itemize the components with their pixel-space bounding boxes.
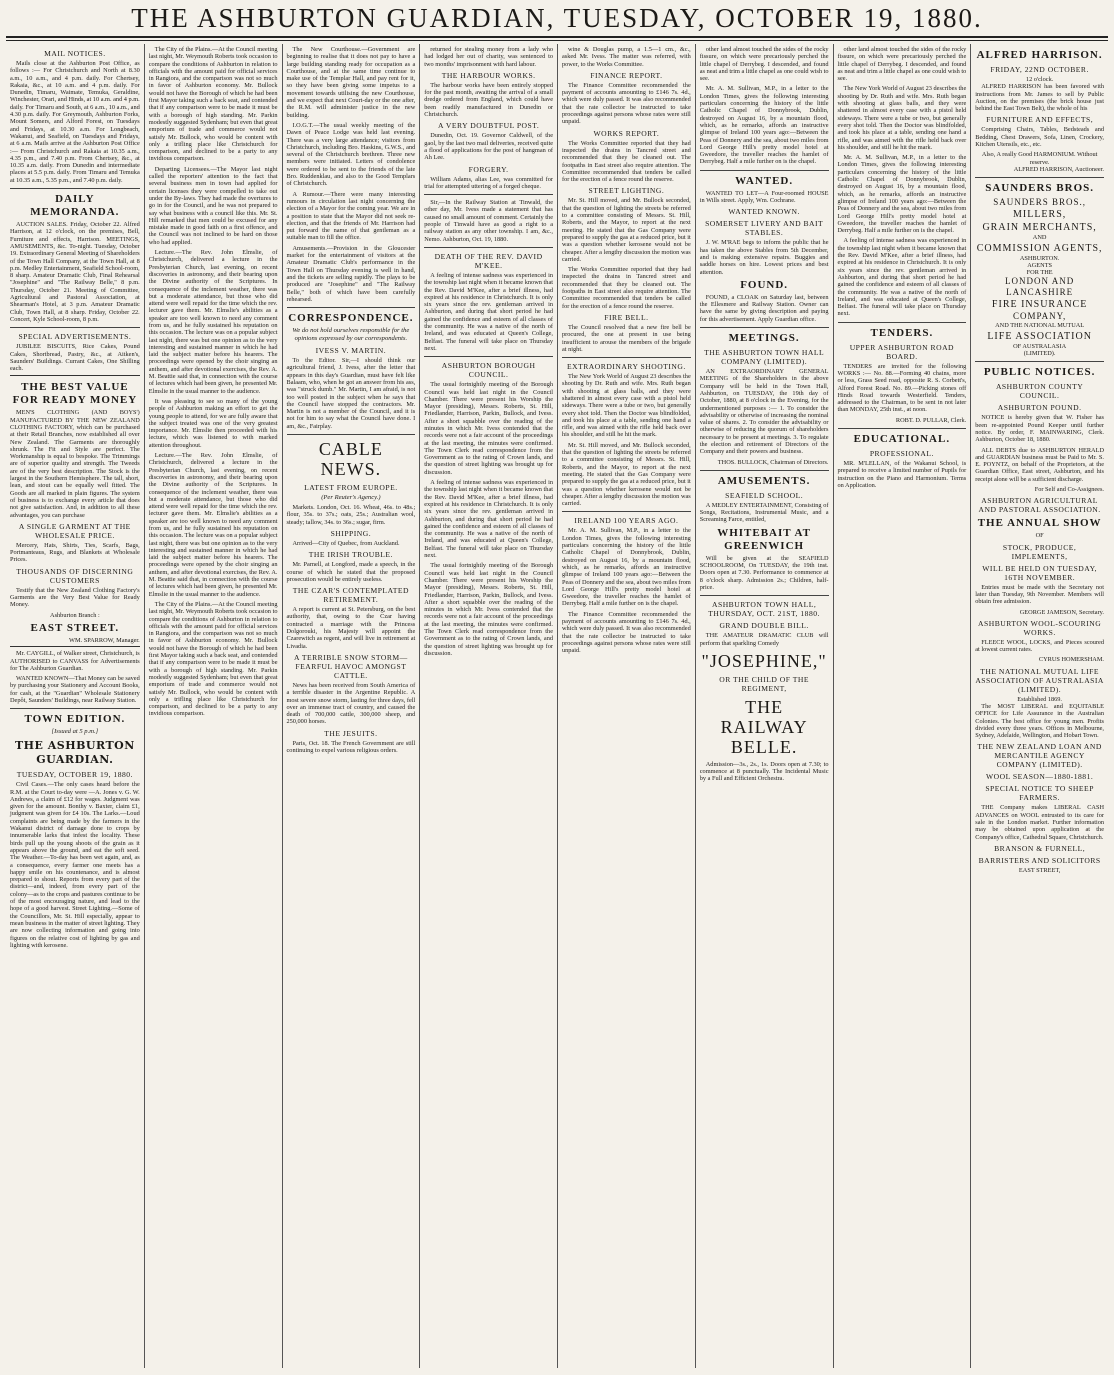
daily-memoranda-heading: DAILY MEMORANDA. (30, 193, 120, 219)
found-heading: FOUND. (740, 278, 789, 291)
column-1 (6, 44, 144, 1368)
letter-text: To the Editor. Sir,—I should think our agricultural friend, J. Ivess, after the letter that appears in this day's Guardian, must have felt like Balaam, who, when he got an answer from his ass, was "struck dumb." Mr. Martin, I am afraid, is not too well posted in the subject when he says that the Council have stopped the contractors. Mr. Martin is not a member of the Council, and it is not for him to say what the Council have done. I am, &c., Fairplay. (286, 357, 416, 430)
pound-heading: ASHBURTON POUND. (997, 403, 1082, 413)
wool-scouring-heading: ASHBURTON WOOL-SCOURING WORKS. (978, 618, 1102, 637)
finance-heading: FINANCE REPORT. (590, 70, 663, 80)
divider (700, 327, 829, 328)
news-paragraph: Lecture.—The Rev. John Elmslie, of Christchurch, delivered a lecture in the Presbyterian Church, last evening, on recent discoveries in astronomy, and their bearing upon the Divine authority of the Scriptures. In consequence of the inclement weather, there was but a moderate attendance, but those who did attend were well repaid for the time which the rev. lecturer gave them. Mr. Elmslie's abilities as a speaker are too well known to need any comment from us, and he fully sustained his reputation on this occasion. The lecture was on a popular subject last night, there was but one opinion as to the very interesting and sustained manner in which he had laid the subject matter before his hearers. The proceedings were opened by the choir singing an anthem, and after devotional exercises, the Rev. A. M. Beattie said that, in connection with the course of lectures which had been given, he presented Mr. Elmslie in the usual manner to the audience. (148, 249, 278, 395)
ashburton-text: ASHBURTON. (1019, 254, 1060, 262)
dramatic-heading: ASHBURTON TOWN HALL, THURSDAY, OCT. 21ST, 1880. (708, 600, 820, 619)
east-street-text: EAST STREET, (1018, 866, 1061, 874)
news-paragraph: Departing Licensees.—The Mayor last night called the reporters' attention to the fact that several business men in town had applied for certain licenses they were compelled to take out under the By-laws. They had made the overtures to go in for the Council, and he was not prepared to say what business with a council like this. Mr. St. Hill remarked that men could be excused for any mistake made in good faith on a first offence, and the Council was not inclined to be hard on those who had applied. (148, 165, 278, 246)
street-name: EAST STREET. (30, 621, 120, 634)
public-notices-heading: PUBLIC NOTICES. (983, 366, 1096, 379)
column-2 (144, 44, 282, 1368)
irish-heading: THE IRISH TROUBLE. (308, 550, 393, 560)
cable-markets: Markets. London, Oct. 16. Wheat, 46s. to 48s.; flour, 35s. to 37s.; oats, 25s.; Australian wool, steady; tallow, 34s. to 36s.; sugar, firm. (286, 504, 416, 526)
news-paragraph: The City of the Plains.—At the Council meeting last night, Mr. Weymouth Roberts took occasion to compare the conditions of Ashburton in relation to officials with the amount paid for official services in Rangiora, and the comparison was not so much in favor of Ashburton economy. Mr. Bullock would not have the Borough of which he had been first Mayor taking such a back seat, and contended that if any comparison were to be made it must be with a borough of high standing. Mr. Parkin modestly suggested Sydenham; but even that great emporium of trade and commerce would not satisfy Mr. Bullock, who would be content with only a trifling place like Christchurch for comparison, and declined to be a party to any invidious comparison. (148, 46, 278, 163)
correspondence-disclaimer: We do not hold ourselves responsible for the opinions expressed by our correspondents. (292, 327, 410, 343)
column-7 (833, 44, 971, 1368)
agents-text: AGENTS (1027, 261, 1053, 269)
best-value-heading: THE BEST VALUE FOR READY MONEY (12, 381, 138, 407)
shooting-heading: EXTRAORDINARY SHOOTING. (566, 362, 686, 372)
mail-notices-heading: MAIL NOTICES. (44, 49, 106, 58)
town-hall-meeting-text: AN EXTRAORDINARY GENERAL MEETING of the Shareholders in the above Company will be held in the Town Hall, Ashburton, on TUESDAY, the 19th day of October, 1880, at 8 o'clock in the Evening, for the undermentioned purposes :— 1. To consider the advisability or otherwise of increasing the nominal value of shares. 2. To consider the advisability or otherwise of reducing the quorum of shareholders necessary to be present at meetings. 3. To regulate the election and retirement of Directors of the Company and their powers and business. (699, 368, 829, 456)
road-board-signature: ROBT. D. PULLAR, Clerk. (895, 416, 967, 424)
divider (10, 708, 140, 709)
correspondence-heading: CORRESPONDENCE. (288, 312, 414, 325)
road-board-heading: UPPER ASHBURTON ROAD BOARD. (849, 342, 955, 361)
wholesale-items-text: Mercery, Hats, Shirts, Ties, Scarfs, Bags, Portmanteaus, Rugs, and Blankets at Wholesale Prices. (10, 541, 140, 564)
whitebait-title: WHITEBAIT AT GREENWICH (717, 526, 812, 552)
josephine-subtitle: OR THE CHILD OF THE REGIMENT, (719, 674, 810, 693)
masthead-rule (6, 36, 1108, 38)
grain-merchants-text: GRAIN MERCHANTS, (982, 222, 1097, 234)
news-paragraph: returned for stealing money from a lady who had lodged her out of charity, was sentenced to two months' imprisonment with hard labour. (424, 46, 553, 68)
tenders-text: TENDERS are invited for the following WORKS :— No. 88.—Forming 40 chains, more or less, Grass Seed road, opposite R. S. Corbett's, Alford Forest Road. No. 89.—Picking stones off Hinds Road towards Westerfield. Tenders, addressed to the Chairman, to be sent in not later than MONDAY, 25th inst., at noon. (837, 362, 967, 414)
jesuits-heading: THE JESUITS. (324, 728, 378, 738)
dramatic-text: THE AMATEUR DRAMATIC CLUB will perform that sparkling Comedy (699, 632, 829, 647)
harmonium-text: Also, A really Good HARMONIUM. Without reserve. (981, 151, 1098, 166)
post-text: Dunedin, Oct. 19. Governor Caldwell, of the gaol, by the last two mail deliveries, received quite a flood of applications for the post of hangman of Ah Lee. (424, 132, 553, 162)
special-ads-heading: SPECIAL ADVERTISEMENTS. (18, 332, 132, 342)
australasia-text: OF AUSTRALASIA (1013, 342, 1067, 350)
news-paragraph: other land almost touched the sides of the rocky fissure, on which were precariously perched the little chapel of Derrybeg. I descended, and found as neat and trim a little chapel as one could wish to see. (699, 46, 829, 83)
auction-text: ALFRED HARRISON has been favored with instructions from Mr. James to sell by Public Auction, on the premises (the brick house just behind the East Town Belt), the whole of his (975, 83, 1104, 113)
divider (838, 428, 967, 429)
millers-text: MILLERS, (1012, 209, 1067, 221)
clothing-factory-ad: MEN'S CLOTHING (AND BOYS') MANUFACTURED BY THE NEW ZEALAND CLOTHING FACTORY, which can be purchased at their Retail Branches, now established all over New Zealand. The Garments are thoroughly shrunk. The Fit and Style are perfect. The Workmanship is equal to bespoke. The Trimmings are of superior quality and strength. The Tweeds are of the very best description. The Stock is the largest in the Southern Hemisphere. The tall, short, lean, and stout can be equally well fitted. The Goods are all marked in plain figures. The system of business is to exchange every article that does not give satisfaction. And, in addition to all these advantages, you can purchase (10, 409, 140, 519)
town-edition-sub: [Issued at 5 p.m.] (51, 728, 99, 736)
column-6 (695, 44, 833, 1368)
dramatic-details: Admission—3s., 2s., 1s. Doors open at 7.30; to commence at 8 punctually. The Incidental Music by a Full and Efficient Orchestra. (699, 760, 829, 783)
news-paragraph: A feeling of intense sadness was experienced in the township last night when it became known that the Rev. David M'Kee, after a brief illness, had expired at his residence in Christchurch. It is only six years since the rev. gentleman arrived in Ashburton, and during that short period he had gained the confidence and esteem of all classes of the community. He was a native of the north of Ireland, and was educated at Queen's College, Belfast. The funeral will take place on Thursday next. (837, 237, 967, 318)
news-paragraph: The New Courthouse.—Government are beginning to realise that it does not pay to have a large building standing ready for occupation as a Courthouse, and at the same time continue to make use of the Templar Hall, and pay rent for it, so they have been giving some impetus to a movement towards utilising the new Courthouse, and we expect that next Court-day or the one after, the R.M. will administer justice in the new building. (286, 46, 416, 119)
stock-produce-text: STOCK, PRODUCE, IMPLEMENTS, (1002, 542, 1077, 561)
works-text: The Works Committee reported that they had inspected the drains in Tancred street and recommended that they be cleaned out. The footpaths in East street also require attention. The Committee recommended that tenders be called for the erection of a fence round the reserve. (562, 139, 691, 184)
divider (975, 177, 1104, 178)
livery-stables-ad: J. W. M'RAE begs to inform the public that he has taken the above Stables from 5th December, and is making extensive repairs. Buggies and saddle horses on hire. Lowest prices and best attention. (699, 239, 829, 276)
divider (700, 470, 829, 471)
loan-agency-heading: THE NEW ZEALAND LOAN AND MERCANTILE AGENCY COMPANY (LIMITED). (977, 742, 1102, 770)
forgery-heading: FORGERY. (468, 164, 509, 174)
single-garment-heading: A SINGLE GARMENT AT THE WHOLESALE PRICE. (18, 521, 131, 540)
divider (287, 307, 416, 308)
ireland-heading: IRELAND 100 YEARS AGO. (574, 516, 679, 526)
county-council-heading: ASHBURTON COUNTY COUNCIL. (995, 382, 1084, 401)
shipping-text: Arrived—City of Quebec, from Auckland. (292, 539, 400, 547)
cable-news-heading: CABLE NEWS. (318, 439, 383, 480)
grand-double-bill: GRAND DOUBLE BILL. (719, 621, 809, 631)
column-8 (970, 44, 1108, 1368)
found-ad: FOUND, a CLOAK on Saturday last, between the Ellesmere and Railway Station. Owner can have the same by giving description and paying for this advertisement. Apply Guardian office. (699, 293, 829, 323)
testimonial-text: Testify that the New Zealand Clothing Factory's Garments are the Very Best Value for Ready Money. (10, 586, 140, 609)
divider (975, 361, 1104, 362)
cable-news-sub: LATEST FROM EUROPE. (304, 483, 398, 493)
death-heading: DEATH OF THE REV. DAVID M'KEE. (434, 251, 543, 270)
auction-time: 12 o'clock. (1025, 76, 1054, 83)
storm-heading: A TERRIBLE SNOW STORM—FEARFUL HAVOC AMONGST CATTLE. (294, 652, 408, 680)
professional-heading: PROFESSIONAL. (869, 449, 934, 459)
letter-heading: IVESS V. MARTIN. (315, 346, 387, 356)
harbour-text: The harbour works have been entirely stopped for the past month, awaiting the arrival of a small dredge ordered from England, which could have been readily manufactured in Dunedin or Christchurch. (424, 81, 553, 119)
wool-season-text: WOOL SEASON—1880-1881. (985, 772, 1094, 782)
and-text: AND (1032, 234, 1047, 242)
stationery-notice: WANTED KNOWN—That Money can be saved by purchasing your Stationery and Account Books, for cash, at the "Guardian" Wholesale Stationery Depôt, Saunders' Buildings, near Railway Station. (10, 675, 140, 704)
divider (424, 356, 553, 357)
council-heading: ASHBURTON BOROUGH COUNCIL. (441, 361, 536, 380)
auction-date: FRIDAY, 22ND OCTOBER. (990, 65, 1089, 74)
masthead-rule-thin (6, 40, 1108, 41)
manager-signature: WM. SPARROW, Manager. (69, 636, 140, 644)
town-edition-heading: TOWN EDITION. (24, 713, 126, 726)
council-text: The usual fortnightly meeting of the Borough Council was held last night in the Council Chamber. There were present his Worship the Mayor (presiding), Messrs. Roberts, St. Hill, Friedlander, Harrison, Parkin, Bullock, and Ivess. After a short squabble over the reading of the minutes in which Mr. Ivess contended that the records were not a fair account of the proceedings at the last meeting, the minutes were confirmed. The Town Clerk read correspondence from the Government as to the rating of Crown lands, and the question of street lighting was brought up for discussion. (424, 562, 553, 657)
news-paragraph: I.O.G.T.—The usual weekly meeting of the Dawn of Peace Lodge was held last evening. There was a very large attendance; visitors from Christchurch, including Bro. Haskins, G.W.S., and several of the Christchurch brethren. Three new members were initiated. Letters of condolence were ordered to be sent to the friends of the late Bro. Ruddenklau, and also to the Good Templars of Christchurch. (286, 121, 416, 188)
company-text: COMPANY, (1012, 311, 1067, 322)
pound-text: NOTICE is hereby given that W. Fisher has been re-appointed Pound Keeper until further notice. By order, F. MAINWARING, Clerk. Ashburton, October 18, 1880. (975, 414, 1104, 444)
divider (700, 170, 829, 171)
wanted-heading: WANTED. (735, 174, 794, 187)
newspaper-masthead: THE ASHBURTON GUARDIAN, TUESDAY, OCTOBER 19, 1880. (131, 3, 983, 33)
news-paragraph: The City of the Plains.—At the Council meeting last night, Mr. Weymouth Roberts took occasion to compare the conditions of Ashburton in relation to officials with the amount paid for official services in Rangiora, and the comparison was not so much in favor of Ashburton economy. Mr. Bullock would not have the Borough of which he had been first Mayor taking such a back seat, and contended that if any comparison were to be made it must be with a borough of high standing. Mr. Parkin modestly suggested Sydenham; but even that great emporium of trade and commerce would not satisfy Mr. Bullock, who would be content with only a trifling place like Christchurch for comparison, and declined to be a party to any invidious comparison. (148, 600, 278, 718)
paper-nameplate: THE ASHBURTON GUARDIAN. (14, 739, 135, 767)
town-hall-company-heading: THE ASHBURTON TOWN HALL COMPANY (LIMITED). (704, 348, 825, 367)
storm-text: News has been received from South America of a terrible disaster in the Argentine Republic. A most severe snow storm, lasting for three days, fell over an immense tract of country, and caused the death of 700,000 cattle, 300,000 sheep, and 250,000 horses. (286, 681, 416, 726)
for-the-text: FOR THE (1026, 269, 1053, 277)
divider (10, 188, 140, 189)
music-tuition-ad: MR. M'LELLAN, of the Wakanui School, is prepared to receive a limited number of Pupils for instruction on the Piano and Harmonium. Terms on Application. (837, 460, 967, 489)
divider (287, 434, 416, 435)
show-of-text: OF (1035, 532, 1044, 540)
agricultural-heading: ASHBURTON AGRICULTURAL AND PASTORAL ASSOCIATION. (978, 496, 1101, 515)
paper-date: TUESDAY, OCTOBER 19, 1880. (16, 770, 133, 780)
news-paragraph: wine & Douglas pump, a 1.5—1 cm., &c., asked Mr. Ivess. The matter was referred, with power, to the Works Committee. (562, 46, 691, 68)
divider (562, 357, 691, 358)
life-association-text: LIFE ASSOCIATION (987, 330, 1092, 342)
divider (838, 322, 967, 323)
saunders-name: SAUNDERS BROS., (993, 197, 1087, 208)
mutual-life-text: The MOST LIBERAL and EQUITABLE OFFICE for Life Assurance in the Australian Colonies. The best office for young men. Profits divided every three years. Offices in Melbourne, Sydney, Adelaide, Wellington, and Hobart Town. (975, 702, 1104, 740)
josephine-title: "JOSEPHINE," (701, 650, 827, 671)
column-4 (419, 44, 557, 1368)
tenders-heading: TENDERS. (870, 326, 934, 339)
news-paragraph: The New York World of August 23 describes the shooting by Dr. Ruth and wife. Mrs. Ruth began with shooting at glass balls, and they were shattered in almost every case with a pistol held sideways. There were a tube or two, but generally every shot told. Then the Doctor was blindfolded, and took his place at a table, sending one hand a rifle, and was aimed with the rifle held back over his shoulder, and still he hit the mark. (837, 85, 967, 151)
czar-heading: THE CZAR'S CONTEMPLATED RETIREMENT. (292, 586, 409, 605)
limited-text: (LIMITED). (1023, 350, 1056, 358)
wanted-ad: WANTED TO LET—A Four-roomed HOUSE in Wills street. Apply, Wm. Cochrane. (699, 189, 829, 205)
cable-agency: (Per Reuter's Agency.) (321, 494, 381, 502)
annual-show-heading: THE ANNUAL SHOW (977, 517, 1102, 530)
furniture-text: Comprising Chairs, Tables, Bedsteads and Bedding, Chest Drawers, Sofa, Linen, Crockery, Kitchen Utensils, etc., etc. (975, 126, 1104, 149)
lighting-text: The Works Committee reported that they had inspected the drains in Tancred street and recommended that they be cleaned out. The footpaths in East street also require attention. The Committee recommended that tenders be called for the erection of a fence round the reserve. (562, 266, 691, 310)
auctioneer-signature: ALFRED HARRISON, Auctioneer. (1013, 165, 1104, 173)
divider (10, 327, 140, 328)
amusements-heading: AMUSEMENTS. (717, 474, 811, 487)
finance-text: The Finance Committee recommended the payment of accounts amounting to £146 7s. 4d., which were duly passed. It was also recommended that the rate collector be instructed to take proceedings against persons whose rates were still unpaid. (562, 81, 691, 126)
debts-text: ALL DEBTS due to ASHBURTON HERALD and GUARDIAN business must be Paid to Mr. S. E. POYNTZ, on behalf of the Proprietors, at the Guardian Office, East street, Ashburton, and his receipt alone will be a sufficient discharge. (975, 446, 1104, 483)
lighting-heading: STREET LIGHTING. (588, 186, 665, 196)
cash-advances-text: THE Company makes LIBERAL CASH ADVANCES on WOOL entrusted to its care for sale in the London market. Further information may be obtained upon application at the Company's office, Cathedral Square, Christchurch. (975, 804, 1104, 841)
canvasser-notice: Mr. CAYGILL, of Walker street, Christchurch, is AUTHORISED to CANVASS for Advertisements for The Ashburton Guardian. (10, 650, 140, 672)
commission-agents-text: COMMISSION AGENTS, (976, 242, 1103, 254)
debts-signature: For Self and Co-Assignees. (1034, 486, 1104, 494)
wanted-known-heading: WANTED KNOWN. (728, 207, 800, 217)
ireland-text: The Finance Committee recommended the payment of accounts amounting to £146 7s. 4d., which were duly passed. It was also recommended that the rate collector be instructed to take proceedings against persons whose rates were still unpaid. (562, 610, 691, 655)
post-heading: A VERY DOUBTFUL POST. (438, 121, 540, 131)
news-paragraph: Mr. A. M. Sullivan, M.P., in a letter to the London Times, gives the following interesting particulars concerning the history of the little Catholic Chapel of Donnybrook, Dublin, destroyed on August 16, by a mountain flood, which, as he remarks, affords an instructive glimpse of Ireland 100 years ago:—Between the Peas of Donnery and the sea, about two miles from Lord George Hill's pretty model hotel at Gweedore, the traveller reaches the hamlet of Derrybeg. Half a mile further on is the chapel. (837, 154, 967, 235)
fire-bell-heading: FIRE BELL. (604, 312, 649, 322)
news-paragraph: other land almost touched the sides of the rocky fissure, on which were precariously perched the little chapel of Derrybeg. I descended, and found as neat and trim a little chapel as one could wish to see. (837, 46, 967, 83)
council-text: A feeling of intense sadness was experienced in the township last night when it became known that the Rev. David M'Kee, after a brief illness, had expired at his residence in Christchurch. It is only six years since the rev. gentleman arrived in Ashburton, and during that short period he had gained the confidence and esteem of all classes of the community. He was a native of the north of Ireland, and was educated at Queen's College, Belfast. The funeral will take place on Thursday next. (424, 479, 553, 560)
fire-insurance-text: FIRE INSURANCE (991, 299, 1088, 311)
news-paragraph: A Rumour.—There were many interesting rumours in circulation last night concerning the election of a Mayor for the coming year. We are in a position to state that the Mayor did not seek re-election, and that the friends of Mr. Harrison had put forward the name of that gentleman as a suitable man to fill the office. (286, 190, 416, 242)
show-signature: GEORGE JAMESON, Secretary. (1019, 608, 1104, 616)
daily-memoranda-text: AUCTION SALES. Friday, October 22. Alfred Harrison, at 12 o'clock, on the premises, Bell, Furniture and effects, Harrison. MEETINGS, AMUSEMENTS, &c. To-night. Tuesday, October 19. Extraordinary General Meeting of Shareholders of the Town Hall Company, at the Town Hall, at 8 p.m. Medley Entertainment, Seafield School-room, 8 sharp. Amateur Dramatic Club, Final Rehearsal "Josephine" and "The Railway Belle," 8 p.m. Thursday, October 21. Meeting of Committee, Agricultural and Pastoral Association, at Shearman's Hotel, at 3 p.m. Amateur Dramatic Club, Town Hall, at 8 sharp. Friday, October 22. Concert, Kyle School-room, 8 p.m. (10, 221, 140, 323)
czar-text: A report is current at St. Petersburg, on the best authority, that, owing to the Czar having contracted a marriage with the Princess Dolgorouki, his Majesty will appoint the Czarewitch as regent, and will live in retirement at Livadia. (286, 606, 416, 650)
mutual-life-heading: THE NATIONAL MUTUAL LIFE ASSOCIATION OF AUSTRALASIA (LIMITED). (975, 666, 1104, 694)
seafield-text: A MEDLEY ENTERTAINMENT, Consisting of Songs, Recitations, Instrumental Music, and a Screaming Farce, entitled, (699, 501, 829, 524)
thousands-heading: THOUSANDS OF DISCERNING CUSTOMERS (16, 566, 134, 585)
news-paragraph: It was pleasing to see so many of the young people of Ashburton making an effort to get the young people to attend, for we are fully aware that the subject treated was one of the very greatest importance. Mr. Elmslie then proceeded with his lecture, which was listened to with marked attention throughout. (148, 397, 278, 449)
newspaper-page (6, 44, 1108, 1368)
railway-belle-title: THE RAILWAY BELLE. (720, 696, 808, 757)
london-lancashire-text: LONDON AND LANCASHIRE (1005, 276, 1075, 298)
educational-heading: EDUCATIONAL. (853, 433, 951, 446)
forgery-text: William Adams, alias Lee, was committed for trial for attempted uttering of a forged cheque. (424, 175, 553, 190)
branson-furnell-heading: BRANSON & FURNELL, (994, 843, 1086, 853)
seafield-heading: SEAFIELD SCHOOL. (725, 490, 804, 500)
divider (424, 247, 553, 248)
show-date-text: WILL BE HELD ON TUESDAY, 16TH NOVEMBER. (982, 563, 1097, 582)
wool-scouring-text: FLEECE WOOL, LOCKS, and Pieces scoured at lowest current rates. (975, 638, 1104, 654)
divider (700, 595, 829, 596)
column-5 (557, 44, 695, 1368)
news-paragraph: Mr. A. M. Sullivan, M.P., in a letter to the London Times, gives the following interesting particulars concerning the history of the little Catholic Chapel of Donnybrook, Dublin, destroyed on August 16, by a mountain flood, which, as he remarks, affords an instructive glimpse of Ireland 100 years ago:—Between the Peas of Donnery and the sea, about two miles from Lord George Hill's pretty model hotel at Gweedore, the traveller reaches the hamlet of Derrybeg. Half a mile further on is the chapel. (699, 85, 829, 166)
sheep-farmers-notice: SPECIAL NOTICE TO SHEEP FARMERS. (985, 784, 1094, 803)
harbour-heading: THE HARBOUR WORKS. (441, 70, 536, 80)
column-3 (282, 44, 420, 1368)
works-heading: WORKS REPORT. (593, 128, 660, 138)
national-mutual-text: AND THE NATIONAL MUTUAL (995, 322, 1085, 330)
shipping-heading: SHIPPING. (330, 528, 372, 538)
lighting-text: Mr. St. Hill moved, and Mr. Bullock seconded, that the question of lighting the streets be referred to a committee consisting of Messrs. St. Hill, Roberts, and the Mayor, to report at the next meeting. He stated that the Gas Company were prepared to supply the gas at a reduced price, but it was a question whether kerosene would not be cheaper. After a lengthy discussion the motion was carried. (562, 197, 691, 263)
town-hall-signature: THOS. BULLOCK, Chairman of Directors. (717, 458, 829, 466)
livery-stables-heading: SOMERSET LIVERY AND BAIT STABLES. (705, 219, 824, 238)
saunders-heading: SAUNDERS BROS. (985, 182, 1094, 195)
council-text: The usual fortnightly meeting of the Borough Council was held last night in the Council Chamber. There were present his Worship the Mayor (presiding), Messrs. Roberts, St. Hill, Friedlander, Harrison, Parkin, Bullock, and Ivess. After a short squabble over the reading of the minutes in which Mr. Ivess contended that the records were not a fair account of the proceedings at the last meeting, the minutes were confirmed. The Town Clerk read correspondence from the Government as to the rating of Crown lands, and the question of street lighting was brought up for discussion. (424, 381, 553, 476)
ireland-text: Mr. A. M. Sullivan, M.P., in a letter to the London Times, gives the following interesting particulars concerning the history of the little Catholic Chapel of Donnybrook, Dublin, destroyed on August 16, by a mountain flood, which, as he remarks, affords an instructive glimpse of Ireland 100 years ago:—Between the Peas of Donnery and the sea, about two miles from Lord George Hill's pretty model hotel at Gweedore, the traveller reaches the hamlet of Derrybeg. Half a mile further on is the chapel. (562, 527, 691, 608)
show-text: Entries must be made with the Secretary not later than Tuesday, 9th November. Members will obtain free admission. (975, 583, 1104, 606)
harrison-heading: ALFRED HARRISON. (976, 49, 1103, 61)
irish-text: Mr. Parnell, at Longford, made a speech, in the course of which he stated that the proposed prosecution would be entirely useless. (286, 561, 416, 583)
local-news-text: Civil Cases.—The only cases heard before the R.M. at the Court to-day were —A. Jones v. G. W. Andrews, a claim of £12 for wages. Judgment was given for the amount. Bonthy v. Baxter, claim £1, judgment was given for £4 10s. The Larks.—Loud complaints are being made by the farmers in the Wakanui district of damage done to crops by innumerable larks that infest the locality. These birds pull up the young shoots of the grain as it appears above the ground, and eat the soft seed. The Weather.—To-day has been wet again, and, as a consequence, every farmer one meets has a happy smile on his countenance, and is almost prepared to shout. Reports from every part of the district—and, indeed, from every part of the colony—as to the crops and pastures continue to be of the most encouraging nature, and lead to the hope of a good harvest. Street Lighting.—Some of the Councillors, Mr. St. Hill especially, appear to mean business in the matter of street lighting. They are now collecting information and going into figures on the relative cost of lighting by gas and lighting with kerosene. (10, 781, 140, 949)
fire-bell-text: The Council resolved that a new fire bell be procured, the one at present in use being insufficient to arouse the members of the brigade at night. (562, 323, 691, 353)
divider (424, 194, 553, 195)
seafield-details: Will be given at the SEAFIELD SCHOOLROOM, On TUESDAY, the 19th inst. Doors open at 7.30. Performance to commence at 8 o'clock sharp. Admission 2s.; Children, half-price. (699, 554, 829, 591)
furniture-heading: FURNITURE AND EFFECTS, (986, 115, 1094, 125)
death-text: A feeling of intense sadness was experienced in the township last night when it became known that the Rev. David M'Kee, after a brief illness, had expired at his residence in Christchurch. It is only six years since the rev. gentleman arrived in Ashburton, and during that short period he had gained the confidence and esteem of all classes of the community. He was a native of the north of Ireland, and was educated at Queen's College, Belfast. The funeral will take place on Thursday next. (424, 271, 553, 352)
mail-notices-text: Mails close at the Ashburton Post Office, as follows :— For Christchurch and North at 8.30 a.m., 10 a.m., and 4 p.m. daily. For Chertsey, Rakaia, &c., at 10 a.m. and 4 p.m. daily. For Dunedin, Timaru, Waimate, Temuka, Geraldine, Winchester, Orari, and Hinds, at 10 a.m. and 4 p.m. daily. For Timaru and South, at 6 a.m., 10 a.m., and 4.30 p.m. daily. For Greymouth, Ashburton Forks, Mount Somers, and Alford Forest, on Tuesdays and Fridays, at 10.30 a.m. For Longbeach, Wakanui, and Seafield, on Tuesdays and Fridays, at 6 a.m. Mails arrive at the Ashburton Post Office :— From Christchurch and Rakaia at 10.35 a.m., 4.35 p.m., and 7.40 p.m. From Chertsey, &c., at 10.35 a.m. daily. From Dunedin and intermediate places at 5.5 p.m. daily. From Timaru and Temuka at 10.35 a.m., 5.35 p.m., and 7.40 p.m. daily. (10, 60, 140, 184)
news-paragraph: Lecture.—The Rev. John Elmslie, of Christchurch, delivered a lecture in the Presbyterian Church, last evening, on recent discoveries in astronomy, and their bearing upon the Divine authority of the Scriptures. In consequence of the inclement weather, there was but a moderate attendance, but those who did attend were well repaid for the time which the rev. lecturer gave them. Mr. Elmslie's abilities as a speaker are too well known to need any comment from us, and he fully sustained his reputation on this occasion. The lecture was on a popular subject last night, there was but one opinion as to the very interesting and sustained manner in which he had laid the subject matter before his hearers. The proceedings were opened by the choir singing an anthem, and after devotional exercises, the Rev. A. M. Beattie said that, in connection with the course of lectures which had been given, he presented Mr. Elmslie in the usual manner to the audience. (148, 452, 278, 598)
branch-label: Ashburton Branch : (50, 611, 100, 619)
jesuits-text: Paris, Oct. 18. The French Government are still continuing to expel various religious orders. (286, 739, 416, 754)
divider (562, 511, 691, 512)
shooting-text: The New York World of August 23 describes the shooting by Dr. Ruth and wife. Mrs. Ruth began with shooting at glass balls, and they were shattered in almost every case with a pistol held sideways. There were a tube or two, but generally every shot told. Then the Doctor was blindfolded, and took his place at a table, sending one hand a rifle, and was aimed with the rifle held back over his shoulder, and still he hit the mark. (562, 373, 691, 439)
wool-scouring-signature: CYRUS HOMERSHAM. (1038, 656, 1104, 664)
mutual-established: Established 1869. (1017, 695, 1063, 703)
jubilee-biscuits-ad: JUBILEE BISCUITS, Rice Cakes, Pound Cakes, Shortbread, Pastry, &c., at Aitken's, Saunders' Buildings. Currant Cakes, One Shilling each. (10, 343, 140, 373)
barristers-text: BARRISTERS AND SOLICITORS (978, 855, 1101, 865)
meetings-heading: MEETINGS. (728, 332, 800, 345)
shooting-text: Mr. St. Hill moved, and Mr. Bullock seconded, that the question of lighting the streets be referred to a committee consisting of Messrs. St. Hill, Roberts, and the Mayor, to report at the next meeting. He stated that the Gas Company were prepared to supply the gas at a reduced price, but it was a question whether kerosene would not be cheaper. After a lengthy discussion the motion was carried. (562, 441, 691, 508)
correspondence-letter: Sir,—In the Railway Station at Tinwald, the other day, Mr. Ivess made a statement that has caused no small amount of comment. Certainly the people of Tinwald have as good a right to a railway station as any other township. I am, &c., Nemo. Ashburton, Oct. 19, 1880. (424, 199, 553, 243)
news-paragraph: Amusements.—Provision in the Gloucester market for the entertainment of visitors at the Amateur Dramatic Club's performance in the Town Hall on Thursday evening is well in hand, and the tickets are selling rapidly. The plays to be produced are "Josephine" and "The Railway Belle," both of which have been carefully rehearsed. (286, 244, 416, 303)
